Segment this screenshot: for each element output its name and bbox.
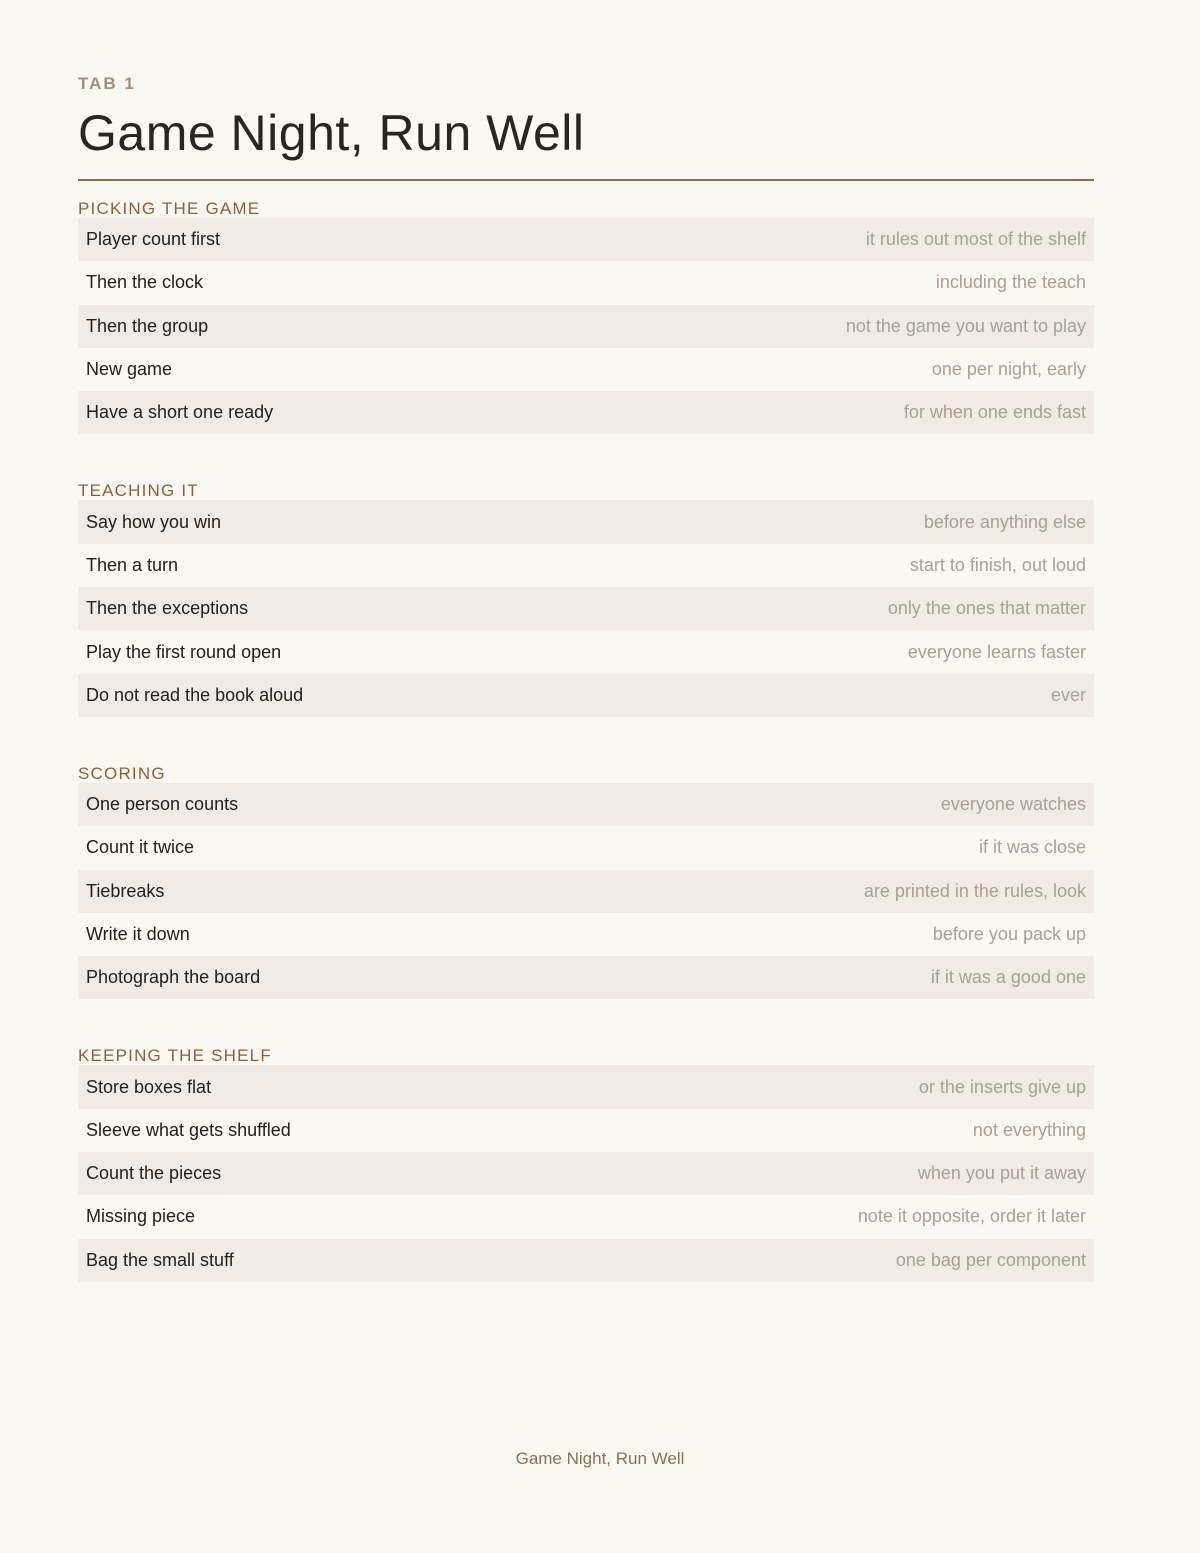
row-note: everyone learns faster	[907, 641, 1086, 662]
row-note: or the inserts give up	[918, 1076, 1086, 1097]
list-item	[78, 261, 1094, 304]
row-label: Do not read the book aloud	[86, 684, 304, 705]
sections-container	[78, 197, 1094, 1327]
page-footer: Game Night, Run Well	[515, 1449, 685, 1468]
section-picking-the-game	[78, 197, 1094, 434]
section-rows	[78, 218, 1094, 434]
row-label: Tiebreaks	[86, 880, 165, 901]
row-label: Player count first	[86, 229, 221, 250]
row-label: Have a short one ready	[86, 402, 274, 423]
row-note: one per night, early	[931, 359, 1086, 380]
row-note: ever	[1050, 684, 1086, 705]
page-title: Game Night, Run Well	[78, 105, 585, 161]
row-label: Play the first round open	[86, 641, 282, 662]
list-item	[78, 870, 1094, 913]
row-note: it rules out most of the shelf	[865, 229, 1086, 250]
list-item	[78, 218, 1094, 261]
row-label: Count it twice	[86, 837, 195, 858]
list-item	[78, 630, 1094, 673]
row-label: Then a turn	[86, 554, 179, 575]
section-heading: SCORING	[78, 763, 166, 783]
list-item	[78, 391, 1094, 434]
row-note: one bag per component	[895, 1249, 1086, 1270]
row-label: Bag the small stuff	[86, 1249, 234, 1270]
list-item	[78, 500, 1094, 543]
list-item	[78, 826, 1094, 869]
row-note: if it was a good one	[930, 967, 1086, 988]
list-item	[78, 913, 1094, 956]
list-item	[78, 783, 1094, 826]
row-label: Then the clock	[86, 272, 204, 293]
section-rows	[78, 1065, 1094, 1281]
section-rows	[78, 500, 1094, 716]
row-note: are printed in the rules, look	[863, 880, 1086, 901]
tab-label: TAB 1	[78, 74, 136, 93]
section-rows	[78, 783, 1094, 999]
section-teaching-it	[78, 479, 1094, 716]
section-scoring	[78, 762, 1094, 999]
list-item	[78, 1109, 1094, 1152]
row-label: Write it down	[86, 924, 190, 944]
row-label: Missing piece	[86, 1206, 196, 1227]
list-item	[78, 1195, 1094, 1238]
list-item	[78, 1152, 1094, 1195]
row-note: start to finish, out loud	[909, 554, 1086, 575]
section-heading: PICKING THE GAME	[78, 199, 261, 218]
row-note: note it opposite, order it later	[857, 1206, 1086, 1227]
row-label: Then the exceptions	[86, 598, 249, 619]
list-item	[78, 674, 1094, 717]
list-item	[78, 1239, 1094, 1282]
list-item	[78, 1065, 1094, 1108]
row-label: New game	[86, 359, 173, 380]
section-heading: TEACHING IT	[78, 481, 199, 501]
row-note: when you put it away	[917, 1163, 1086, 1184]
row-note: before you pack up	[932, 924, 1086, 944]
list-item	[78, 587, 1094, 630]
row-note: before anything else	[923, 511, 1086, 532]
list-item	[78, 348, 1094, 391]
row-label: Sleeve what gets shuffled	[86, 1119, 291, 1140]
row-note: not the game you want to play	[845, 315, 1086, 336]
row-label: Say how you win	[86, 511, 222, 532]
row-note: for when one ends fast	[903, 402, 1086, 423]
row-note: only the ones that matter	[887, 598, 1086, 619]
section-heading: KEEPING THE SHELF	[78, 1046, 272, 1066]
row-note: everyone watches	[940, 794, 1086, 815]
title-divider	[78, 179, 1094, 181]
row-note: not everything	[972, 1119, 1086, 1140]
row-label: One person counts	[86, 794, 239, 815]
row-label: Then the group	[86, 315, 209, 336]
section-keeping-the-shelf	[78, 1044, 1094, 1281]
list-item	[78, 544, 1094, 587]
row-label: Count the pieces	[86, 1163, 222, 1184]
row-label: Photograph the board	[86, 967, 261, 988]
list-item	[78, 305, 1094, 348]
list-item	[78, 956, 1094, 999]
row-note: including the teach	[935, 272, 1086, 293]
row-label: Store boxes flat	[86, 1076, 212, 1097]
row-note: if it was close	[978, 837, 1086, 858]
